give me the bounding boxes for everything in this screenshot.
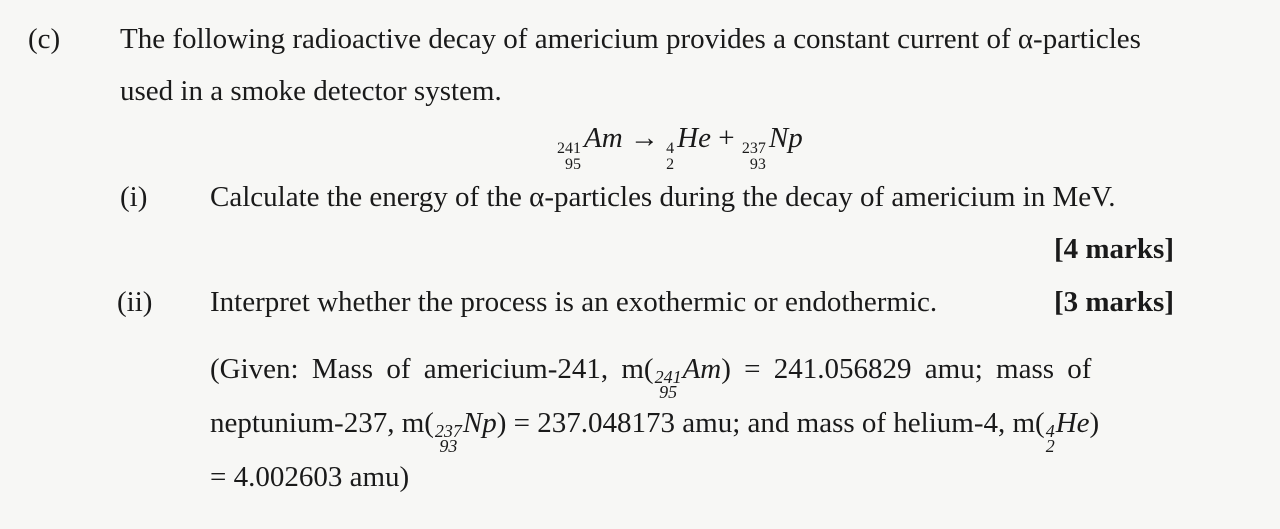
given-np-mass: 237 <box>434 420 462 441</box>
neptunium-nuclide <box>742 122 803 173</box>
given-he-nuclide <box>1045 407 1090 456</box>
am-mass-number: 241 <box>557 139 581 157</box>
part-ii-text: Interpret whether the process is an exothermic or endothermic. <box>210 286 938 318</box>
given-line-2-end: ) <box>1089 407 1100 439</box>
part-ii-label: (ii) <box>117 286 153 318</box>
given-line-2 <box>210 406 1099 454</box>
given-line-1-start: (Given: Mass of americium-241, m( <box>210 353 654 385</box>
given-am-atomic: 95 <box>659 381 678 402</box>
given-np-atomic: 93 <box>439 435 458 456</box>
given-he-symbol: He <box>1055 407 1090 439</box>
question-label: (c) <box>28 23 61 55</box>
part-i-label: (i) <box>120 181 148 213</box>
given-he-atomic: 2 <box>1045 435 1055 456</box>
intro-line-1: The following radioactive decay of americium provides a constant current of α-particles <box>120 23 1141 55</box>
given-line-2-start: neptunium-237, m( <box>210 407 434 439</box>
plus-sign: + <box>718 122 735 154</box>
given-line-3: = 4.002603 amu) <box>210 461 410 493</box>
part-ii-marks: [3 marks] <box>1053 286 1174 318</box>
part-i-text: Calculate the energy of the α-particles during the decay of americium in MeV. <box>210 181 1116 213</box>
americium-nuclide <box>557 122 623 173</box>
he-symbol: He <box>677 122 711 154</box>
np-symbol: Np <box>768 122 803 154</box>
given-line-1 <box>210 352 1175 400</box>
he-atomic-number: 2 <box>666 155 675 173</box>
np-mass-number: 237 <box>741 139 766 157</box>
given-np-symbol: Np <box>462 407 497 439</box>
given-am-mass: 241 <box>654 366 682 387</box>
he-mass-number: 4 <box>666 139 675 157</box>
given-line-2-mid: ) = 237.048173 amu; and mass of helium-4, m( <box>496 407 1045 439</box>
given-line-1-end: ) = 241.056829 amu; mass of <box>721 353 1092 385</box>
helium-nuclide <box>666 122 711 173</box>
given-am-nuclide <box>654 352 722 400</box>
decay-equation <box>557 122 803 173</box>
part-i-marks: [4 marks] <box>1053 233 1174 265</box>
np-atomic-number: 93 <box>749 155 766 173</box>
given-am-symbol: Am <box>682 353 722 385</box>
reaction-arrow: → <box>629 122 659 154</box>
given-np-nuclide <box>434 407 497 456</box>
am-atomic-number: 95 <box>565 155 581 173</box>
given-he-mass: 4 <box>1045 420 1055 441</box>
am-symbol: Am <box>584 122 623 154</box>
intro-line-2: used in a smoke detector system. <box>120 75 502 107</box>
